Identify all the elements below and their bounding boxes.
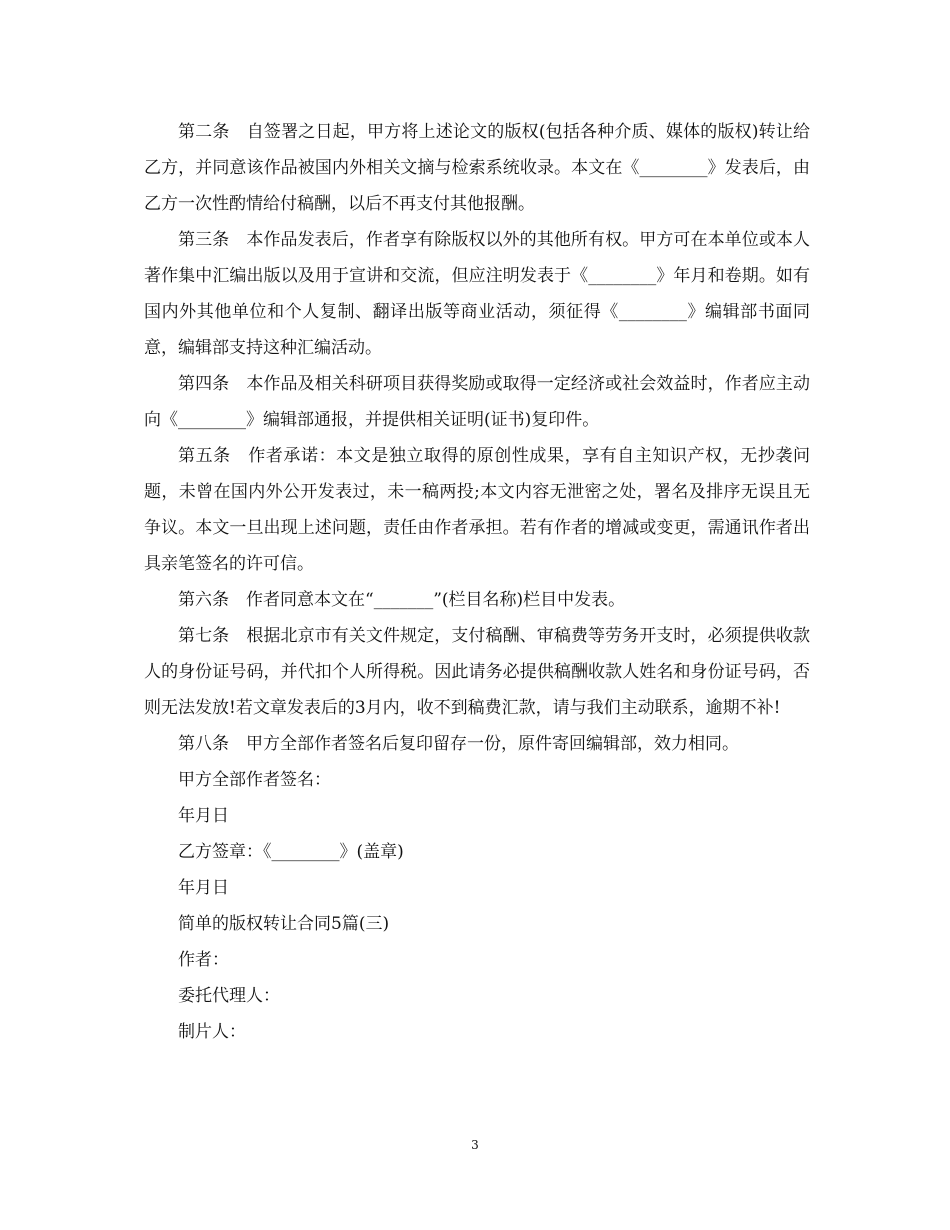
- clause-5: 第五条 作者承诺：本文是独立取得的原创性成果，享有自主知识产权，无抄袭问题，未曾在国内外公开发表过，未一稿两投;本文内容无泄密之处，署名及排序无误且无争议。本文一旦出现上述问题，责任由作者承担。若有作者的增减或变更，需通讯作者出具亲笔签名的许可信。: [144, 446, 810, 574]
- agent-line: 委托代理人：: [178, 986, 280, 1006]
- clause-7: 第七条 根据北京市有关文件规定，支付稿酬、审稿费等劳务开支时，必须提供收款人的身份证号码，并代扣个人所得税。因此请务必提供稿酬收款人姓名和身份证号码，否则无法发放!若文章发表后的3月内，收不到稿费汇款，请与我们主动联系，逾期不补!: [144, 626, 810, 718]
- party-a-signature-label: 甲方全部作者签名：: [178, 770, 331, 790]
- page-number: 3: [471, 1138, 479, 1152]
- section-title: 简单的版权转让合同5篇(三): [178, 914, 390, 934]
- party-b-date-line: 年月日: [178, 878, 229, 898]
- party-a-date-line: 年月日: [178, 806, 229, 826]
- document-body: [144, 114, 810, 1050]
- clause-4: 第四条 本作品及相关科研项目获得奖励或取得一定经济或社会效益时，作者应主动向《________》编辑部通报，并提供相关证明(证书)复印件。: [144, 374, 810, 430]
- author-line: 作者：: [178, 950, 229, 970]
- party-b-seal-line: 乙方签章：《________》(盖章): [178, 842, 404, 862]
- clause-8: 第八条 甲方全部作者签名后复印留存一份，原件寄回编辑部，效力相同。: [178, 734, 739, 754]
- clause-6: 第六条 作者同意本文在“_______”(栏目名称)栏目中发表。: [178, 590, 626, 610]
- producer-line: 制片人：: [178, 1022, 246, 1042]
- clause-3: 第三条 本作品发表后，作者享有除版权以外的其他所有权。甲方可在本单位或本人著作集中汇编出版以及用于宣讲和交流，但应注明发表于《________》年月和卷期。如有国内外其他单位和个人复制、翻译出版等商业活动，须征得《________》编辑部书面同意，编辑部支持这种汇编活动。: [144, 230, 810, 358]
- clause-2: 第二条 自签署之日起，甲方将上述论文的版权(包括各种介质、媒体的版权)转让给乙方，并同意该作品被国内外相关文摘与检索系统收录。本文在《________》发表后，由乙方一次性酌情给付稿酬，以后不再支付其他报酬。: [144, 122, 810, 214]
